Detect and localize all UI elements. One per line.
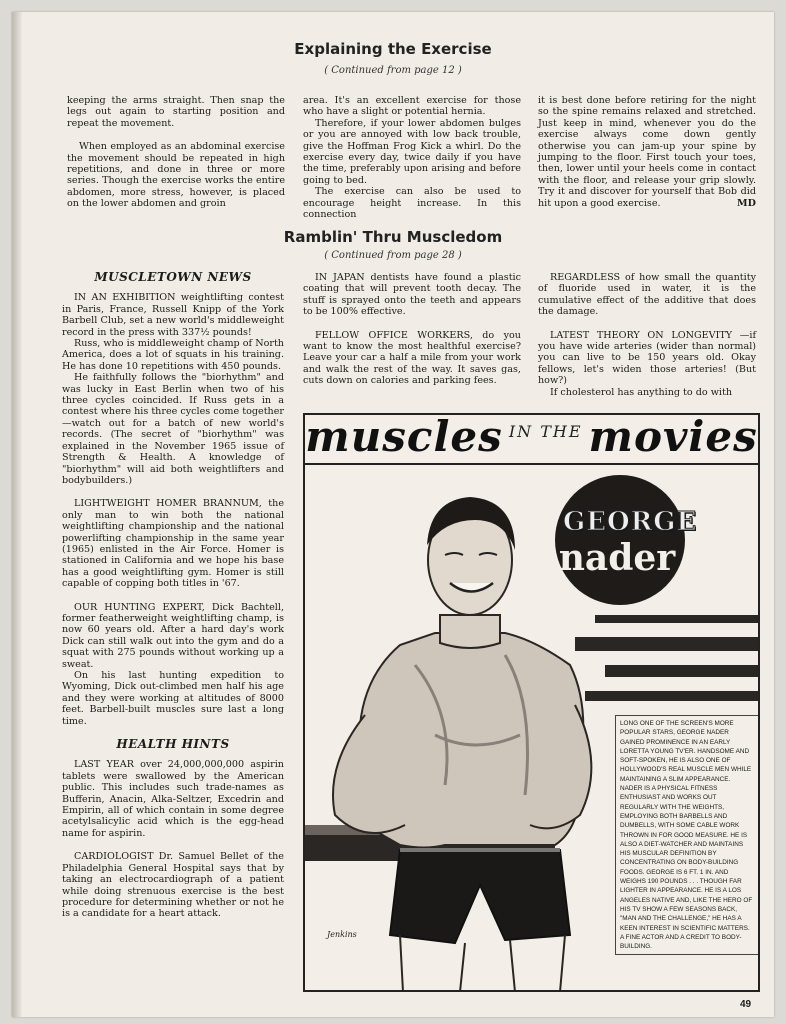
paragraph: IN AN EXHIBITION weightlifting contest in Paris, France, Russell Knipp of the York Barbell Club, set a new world's middleweight record in the press with 337½ pounds! xyxy=(62,292,284,338)
paragraph: Therefore, if your lower abdomen bulges or you are annoyed with low back trouble, give the Hoffman Frog Kick a whirl. Do the exercise every day, twice daily if you have the time, preferably upon arising and before going to bed. xyxy=(303,117,521,186)
news-column-right xyxy=(538,272,756,398)
paragraph: it is best done before retiring for the night so the spine remains relaxed and stretched. Just keep in mind, whenever you do the exercise always come down gently otherwise you can jam-up your spine by jumping to the floor. First touch your toes, then, lower until your heels come in contact with the floor, and release your grip slowly. Try it and discover for yourself that Bob did hit upon a good exercise. xyxy=(538,95,756,209)
continued-note-2: ( Continued from page 28 ) xyxy=(324,250,462,261)
title-in-the: IN THE xyxy=(508,422,583,441)
paragraph: area. It's an excellent exercise for those who have a slight or potential hernia. xyxy=(303,95,521,118)
bio-caption: LONG ONE OF THE SCREEN'S MORE POPULAR STARS, GEORGE NADER GAINED PROMINENCE IN AN EARLY LORETTA YOUNG TV'ER. HANDSOME AND SOFT-SPOKEN, HE IS ALSO ONE OF HOLLYWOOD'S REAL MUSCLE MEN WHILE MAINTAINING A SLIM APPEARANCE. NADER IS A PHYSICAL FITNESS ENTHUSIAST AND WORKS OUT REGULARLY WITH THE WEIGHTS, EMPLOYING BOTH BARBELLS AND DUMBELLS, WITH SOME CABLE WORK THROWN IN FOR GOOD MEASURE. HE IS ALSO A DIET-WATCHER AND MAINTAINS HIS MUSCULAR DEFINITION BY CONCENTRATING ON BODY-BUILDING FOODS. GEORGE IS 6 FT. 1 IN. AND WEIGHS 190 POUNDS . . . THOUGH FAR LIGHTER IN APPEARANCE. HE IS A LOS ANGELES NATIVE AND, LIKE THE HERO OF HIS TV SHOW A FEW SEASONS BACK, "MAN AND THE CHALLENGE," HE HAS A KEEN INTEREST IN SCIENTIFIC MATTERS. A FINE ACTOR AND A CREDIT TO BODY-BUILDING. xyxy=(615,715,759,955)
title-movies: movies xyxy=(588,413,758,461)
news-column-left xyxy=(62,266,284,920)
paragraph: LAST YEAR over 24,000,000,000 aspirin tablets were swallowed by the American public. This includes such trade-names as Bufferin, Anacin, Alka-Seltzer, Excedrin and Empirin, all of which contain in some degree acetylsalicylic acid which is the egg-head name for aspirin. xyxy=(62,759,284,839)
artist-signature: Jenkins xyxy=(327,930,357,939)
paragraph: keeping the arms straight. Then snap the legs out again to starting position and repeat the movement. xyxy=(67,95,285,129)
paragraph: If cholesterol has anything to do with xyxy=(550,386,733,398)
exercise-column-1 xyxy=(67,95,285,210)
title-muscles: muscles xyxy=(305,413,503,461)
paragraph: IN JAPAN dentists have found a plastic coating that will prevent tooth decay. The stuff is sprayed onto the teeth and appears to be 100% effective. xyxy=(303,272,521,318)
author-initials: MD xyxy=(737,198,756,210)
paragraph: LIGHTWEIGHT HOMER BRANNUM, the only man to win both the national weightlifting championship and the national powerlifting championship in the same year (1965) enlisted in the Air Force. Homer is stationed in California and we hope his base has a good weightlifting gym. Homer is still capable of copping both titles in '67. xyxy=(62,498,284,590)
name-nader: nader xyxy=(558,537,676,579)
paragraph: The exercise can also be used to encourage height increase. In this connection xyxy=(303,186,521,221)
section-heading-health-hints: HEALTH HINTS xyxy=(116,737,230,752)
name-george: GEORGE xyxy=(563,507,698,537)
paragraph: CARDIOLOGIST Dr. Samuel Bellet of the Philadelphia General Hospital says that by taking an electrocardiograph of a patient while doing strenuous exercise is the best procedure for determining whether or not he is a candidate for a heart attack. xyxy=(62,851,284,920)
news-column-middle xyxy=(303,272,521,387)
paragraph: FELLOW OFFICE WORKERS, do you want to know the most healthful exercise? Leave your car a half a mile from your work and walk the rest of the way. It saves gas, cuts down on calories and parking fees. xyxy=(303,329,521,387)
muscles-in-the-movies-panel xyxy=(303,413,760,992)
section-heading-muscletown: MUSCLETOWN NEWS xyxy=(94,270,252,284)
paragraph: He faithfully follows the "biorhythm" and was lucky in East Berlin when two of his three cycles coincided. If Russ gets in a contest where his three cycles come together—watch out for a batch of new world's records. (The secret of "biorhythm" was explained in the November 1965 issue of Strength & Health. A knowledge of "biorhythm" will aid both weightlifters and bodybuilders.) xyxy=(62,372,284,486)
page-gutter-shadow xyxy=(12,12,22,1017)
page-number: 49 xyxy=(740,999,752,1010)
continued-note-1: ( Continued from page 12 ) xyxy=(324,65,462,76)
exercise-column-3 xyxy=(538,95,756,209)
panel-title xyxy=(305,415,758,465)
paragraph: Russ, who is middleweight champ of North America, does a lot of squats in his training. He has done 10 repetitions with 450 pounds. xyxy=(62,338,284,372)
article-title-ramblin: Ramblin' Thru Muscledom xyxy=(283,228,503,246)
paragraph: When employed as an abdominal exercise the movement should be repeated in high repetitions, and done in three or more series. Though the exercise works the entire abdomen, more stress, however, is placed on the lower abdomen and groin xyxy=(67,141,285,210)
paragraph: OUR HUNTING EXPERT, Dick Bachtell, former featherweight weightlifting champ, is now 60 years old. After a hard day's work Dick can still walk out into the gym and do a squat with 275 pounds without working up a sweat. xyxy=(62,601,284,670)
exercise-column-2 xyxy=(303,95,521,220)
article-title-exercise: Explaining the Exercise xyxy=(294,40,492,58)
paragraph: REGARDLESS of how small the quantity of fluoride used in water, it is the cumulative effect of the additive that does the damage. xyxy=(538,272,756,318)
paragraph: On his last hunting expedition to Wyoming, Dick out-climbed men half his age and they were working at altitudes of 8000 feet. Barbell-built muscles sure last a long time. xyxy=(62,670,284,727)
paragraph: LATEST THEORY ON LONGEVITY —if you have wide arteries (wider than normal) you can live to be 150 years old. Okay fellows, let's widen those arteries! (But how?) xyxy=(538,329,756,387)
